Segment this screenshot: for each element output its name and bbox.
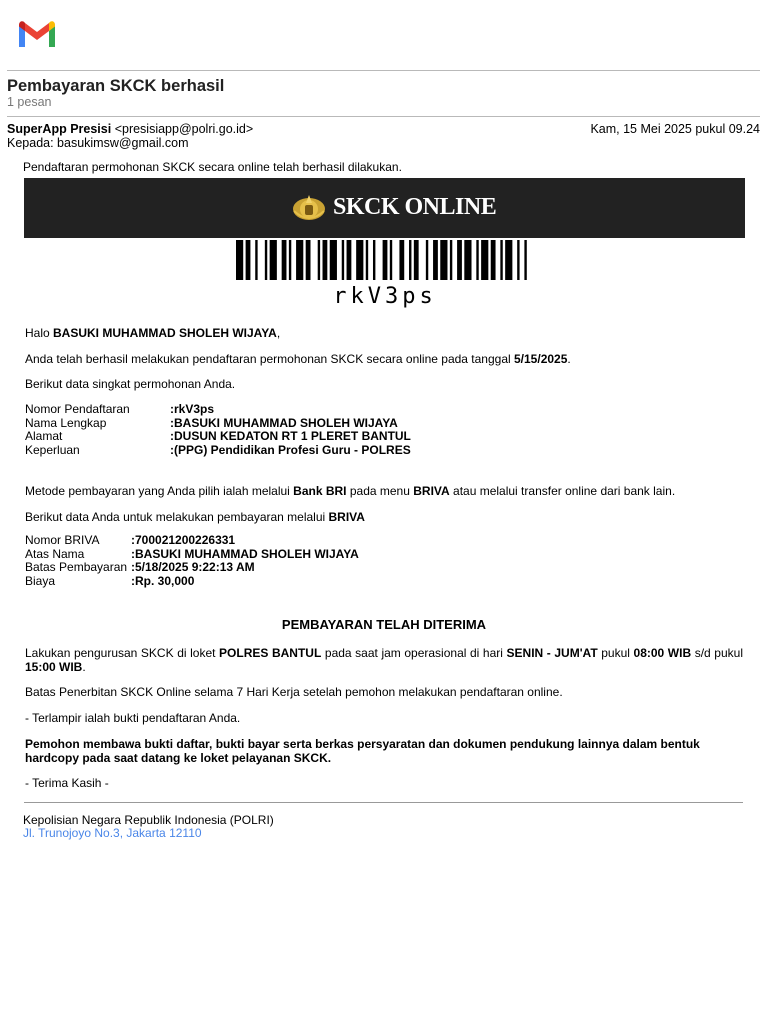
- footer-address-link[interactable]: Jl. Trunojoyo No.3, Jakarta 12110: [23, 826, 202, 840]
- registered-text: Anda telah berhasil melakukan pendaftaran permohonan SKCK secara online pada tanggal 5/15/2025.: [25, 352, 571, 366]
- barcode-bar: [524, 240, 526, 280]
- payment-row: Atas Nama :BASUKI MUHAMMAD SHOLEH WIJAYA: [25, 546, 359, 561]
- barcode-bar: [464, 240, 471, 280]
- application-row: Nomor Pendaftaran :rkV3ps: [25, 402, 215, 416]
- attached-text: - Terlampir ialah bukti pendaftaran Anda.: [25, 711, 241, 725]
- instructions-text: Lakukan pengurusan SKCK di loket POLRES BANTUL pada saat jam operasional di hari SENIN - JUM'AT pukul 08:00 WIB s/d pukul 15:00 WIB.: [25, 646, 743, 674]
- barcode-bar: [383, 240, 388, 280]
- barcode-bar: [426, 240, 428, 280]
- barcode-bar: [450, 240, 452, 280]
- barcode-bar: [409, 240, 411, 280]
- sender-email: <presisiapp@polri.go.id>: [114, 122, 254, 136]
- barcode-bar: [265, 240, 267, 280]
- application-row: Nama Lengkap :BASUKI MUHAMMAD SHOLEH WIJAYA: [25, 415, 398, 430]
- barcode-bar: [373, 240, 375, 280]
- barcode-bar: [356, 240, 363, 280]
- subject-divider: [7, 116, 760, 117]
- barcode-bar: [390, 240, 392, 280]
- sender: [7, 122, 253, 136]
- intro-text: Pendaftaran permohonan SKCK secara online telah berhasil dilakukan.: [23, 160, 402, 174]
- barcode-bar: [366, 240, 368, 280]
- barcode-bar: [476, 240, 478, 280]
- deadline-text: Batas Penerbitan SKCK Online selama 7 Hari Kerja setelah pemohon melakukan pendaftaran online.: [25, 685, 563, 699]
- barcode-bar: [282, 240, 287, 280]
- barcode-code: rkV3ps: [333, 284, 437, 309]
- sender-name: SuperApp Presisi: [7, 122, 112, 136]
- barcode-bar: [306, 240, 311, 280]
- barcode-bar: [323, 240, 328, 280]
- payment-method-text: Metode pembayaran yang Anda pilih ialah melalui Bank BRI pada menu BRIVA atau melalui transfer online dari bank lain.: [25, 484, 676, 498]
- barcode-bar: [318, 240, 320, 280]
- registration-barcode: [236, 240, 534, 280]
- barcode-bar: [481, 240, 488, 280]
- barcode-bar: [236, 240, 243, 280]
- thanks-text: - Terima Kasih -: [25, 776, 109, 790]
- application-table: [25, 403, 411, 457]
- summary-intro: Berikut data singkat permohonan Anda.: [25, 377, 236, 391]
- application-row: Alamat :DUSUN KEDATON RT 1 PLERET BANTUL: [25, 429, 411, 443]
- received-title: PEMBAYARAN TELAH DITERIMA: [281, 617, 487, 632]
- application-row: Keperluan :(PPG) Pendidikan Profesi Guru - POLRES: [25, 442, 411, 457]
- barcode-bar: [347, 240, 352, 280]
- barcode-bar: [330, 240, 337, 280]
- bring-docs-text: Pemohon membawa bukti daftar, bukti bayar serta berkas persyaratan dan dokumen pendukung lainnya dalam bentuk hardcopy pada saat datang ke loket pelayanan SKCK.: [25, 737, 700, 765]
- email-subject: Pembayaran SKCK berhasil: [7, 77, 225, 95]
- email-date: Kam, 15 Mei 2025 pukul 09.24: [590, 122, 760, 136]
- barcode-bar: [296, 240, 303, 280]
- payment-row: Batas Pembayaran :5/18/2025 9:22:13 AM: [25, 560, 255, 574]
- barcode-bar: [399, 240, 404, 280]
- barcode-bar: [505, 240, 512, 280]
- payment-table: [25, 534, 359, 588]
- barcode-bar: [457, 240, 462, 280]
- barcode-bar: [270, 240, 277, 280]
- barcode-bar: [440, 240, 447, 280]
- header-divider: [7, 70, 760, 71]
- gmail-logo-icon: [16, 19, 58, 49]
- recipient: Kepada: basukimsw@gmail.com: [7, 136, 189, 150]
- police-emblem-icon: [291, 191, 327, 225]
- message-count: 1 pesan: [7, 95, 52, 109]
- barcode-bar: [491, 240, 496, 280]
- barcode-bar: [517, 240, 519, 280]
- payment-data-intro: Berikut data Anda untuk melakukan pembayaran melalui BRIVA: [25, 510, 365, 524]
- registered-date: 5/15/2025: [514, 352, 568, 366]
- barcode-bar: [433, 240, 438, 280]
- barcode-bar: [246, 240, 251, 280]
- barcode-bar: [255, 240, 257, 280]
- payment-row: Nomor BRIVA :700021200226331: [25, 533, 236, 547]
- greeting-name: BASUKI MUHAMMAD SHOLEH WIJAYA: [53, 326, 277, 340]
- barcode-bar: [342, 240, 344, 280]
- banner-title: SKCK ONLINE: [333, 194, 497, 220]
- barcode-bar: [414, 240, 419, 280]
- barcode-bar: [289, 240, 291, 280]
- greeting: Halo BASUKI MUHAMMAD SHOLEH WIJAYA,: [25, 326, 281, 340]
- payment-row: Biaya :Rp. 30,000: [25, 573, 195, 588]
- footer-org: Kepolisian Negara Republik Indonesia (POLRI): [23, 813, 274, 827]
- footer-divider: [24, 802, 743, 803]
- barcode-bar: [500, 240, 502, 280]
